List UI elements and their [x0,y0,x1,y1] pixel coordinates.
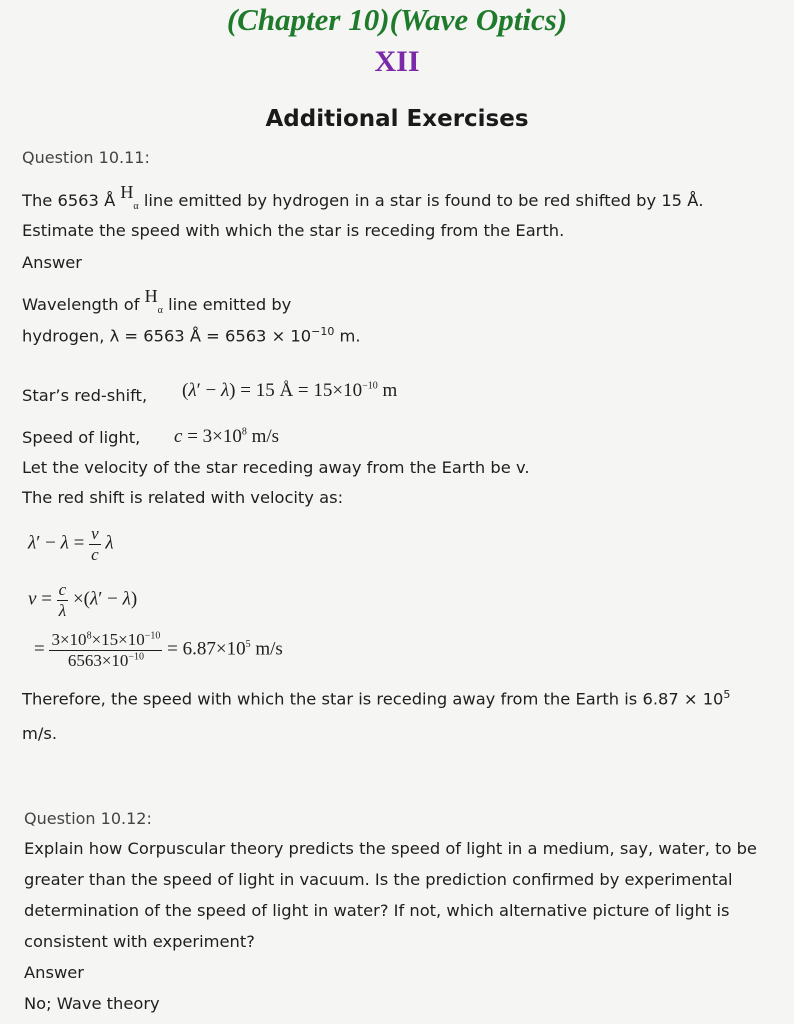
chapter-title: (Chapter 10)(Wave Optics) [226,2,568,37]
hydrogen-unit: m. [334,326,361,346]
class-grade: XII [374,45,420,78]
conclusion-unit: m/s. [22,724,58,743]
question-label: Question 10.11: [22,148,150,167]
redshift-equation: (λ′ − λ) = 15 Å = $15\times 10^{-10}$ m [182,380,398,401]
question-text-post: line emitted by hydrogen in a star is found to be red shifted by 15 Å. [143,191,704,210]
wavelength-text-pre: Wavelength of [22,295,140,314]
hydrogen-exponent: −10 [311,325,335,338]
question-text-pre: The 6563 Å [22,191,116,210]
question-body: Explain how Corpuscular theory predicts the speed of light in a medium, say, water, to be greater than the speed of light in vacuum. Is the prediction confirmed by experimental determination of the speed of light in water? If not, which alternative picture of light is consistent with experiment? [24,839,757,951]
answer-label: Answer [22,253,82,272]
velocity-equation: v = $\frac{c}{\lambda}$ ×(λ′ − λ) [28,580,138,620]
section-heading: Additional Exercises [265,106,529,132]
velocity-text: Let the velocity of the star receding away from the Earth be v. [22,458,530,477]
doppler-equation: λ′ − λ = $\frac{v}{c}$ λ [28,524,114,564]
redshift-label: Star’s red-shift, [22,386,148,405]
wavelength-line [22,286,292,316]
h-alpha-symbol: $H_\alpha$ [144,286,163,316]
h-alpha-symbol: $H_\alpha$ [120,182,139,212]
conclusion-body: Therefore, the speed with which the star is receding away from the Earth is 6.87 × 10 [22,689,724,709]
question-label: Question 10.12: [24,809,152,828]
answer-text: No; Wave theory [24,994,160,1013]
speed-label: Speed of light, [22,428,141,447]
speed-equation: $c = 3\times 10^8$ m/s [174,426,280,447]
hydrogen-wavelength [22,325,361,345]
wavelength-text-post: line emitted by [168,295,292,314]
conclusion-text [22,688,730,708]
question-line [22,182,704,212]
velocity-calculation: = $\frac{3\times 10^8\times 15\times 10^{-10}}{6563\times 10^{-10}}$ = $6.87\times 10^5$ m/s [34,630,283,670]
relation-text: The red shift is related with velocity as: [22,488,344,507]
hydrogen-text: hydrogen, λ = 6563 Å = 6563 × 10 [22,326,312,346]
answer-label: Answer [24,963,84,982]
conclusion-exponent: 5 [723,688,731,701]
question-line-2: Estimate the speed with which the star is receding from the Earth. [22,221,565,240]
